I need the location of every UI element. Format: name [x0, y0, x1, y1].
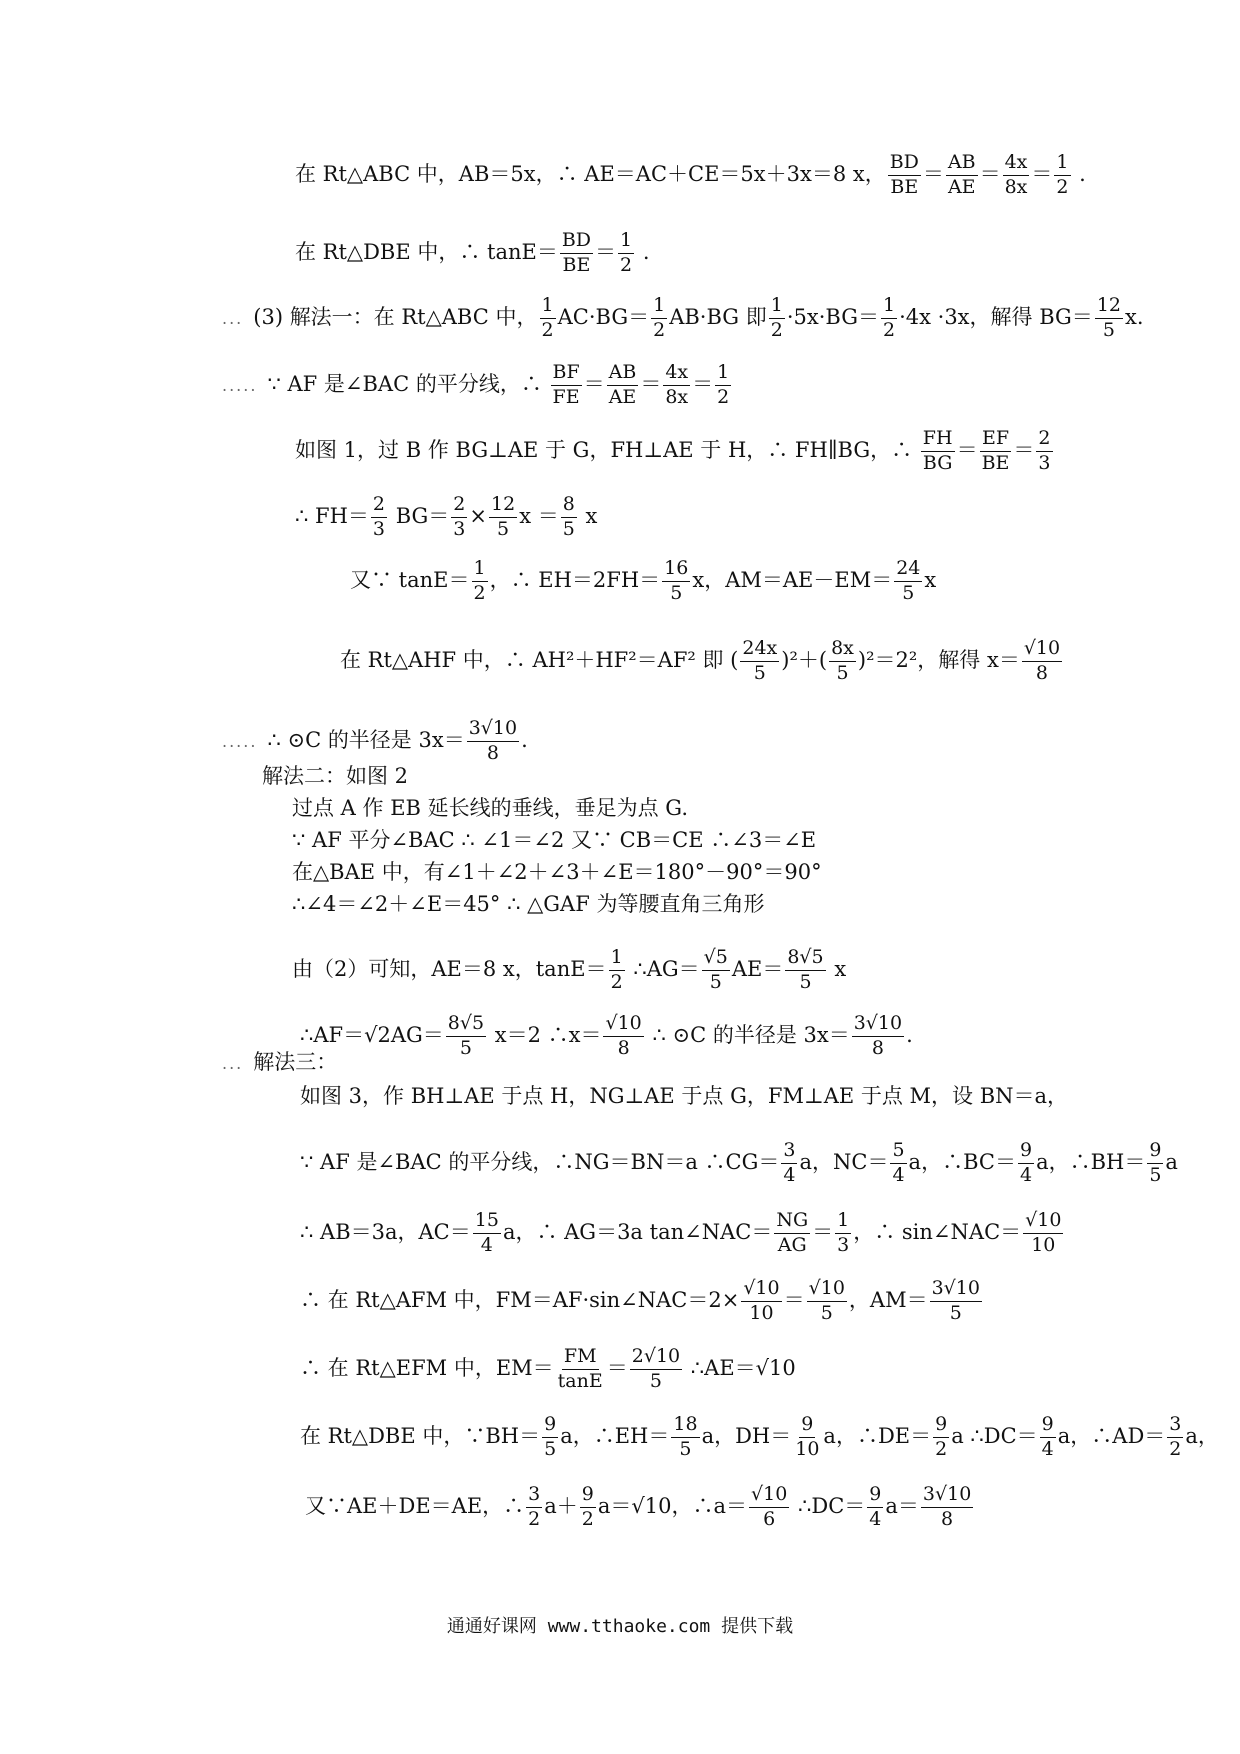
fraction: [542, 1414, 558, 1461]
fraction-numerator: BD: [560, 230, 593, 254]
text-run: a ∴DC＝: [951, 1423, 1038, 1448]
fraction: [888, 152, 921, 199]
text-run: AC·BG＝: [557, 304, 650, 329]
fraction-denominator: 3: [453, 517, 466, 540]
fraction-denominator: 5: [753, 661, 766, 684]
solution-line: [222, 295, 1144, 342]
fraction-denominator: BE: [981, 451, 1010, 474]
fraction: [371, 494, 387, 541]
text-run: ∵ AF 是∠BAC 的平分线，∴: [267, 371, 549, 396]
text-run: ∴AG＝: [626, 956, 700, 981]
text-run: ∴ FH＝: [295, 503, 369, 528]
text-run: a，NC＝: [799, 1149, 889, 1174]
fraction-denominator: 3: [372, 517, 386, 540]
fraction-numerator: 1: [651, 295, 667, 319]
text-run: ＝: [595, 239, 617, 264]
text-run: x: [924, 567, 937, 592]
text-run: x＝2 ∴x＝: [488, 1022, 602, 1047]
text-run: ∵ AF 平分∠BAC ∴ ∠1＝∠2 又∵ CB＝CE ∴∠3＝∠E: [292, 828, 817, 852]
fraction-numerator: √10: [1023, 1210, 1063, 1234]
fraction-numerator: BF: [551, 362, 582, 386]
fraction-denominator: 5: [679, 1437, 692, 1460]
fraction-numerator: 8: [561, 494, 577, 518]
fraction: [807, 1278, 847, 1325]
fraction: [630, 1346, 682, 1393]
fraction-denominator: 5: [497, 517, 510, 540]
fraction-numerator: 12: [1095, 295, 1123, 319]
fraction-numerator: 5: [890, 1140, 906, 1164]
text-run: x，AM＝AE－EM＝: [692, 567, 893, 592]
fraction: [1022, 638, 1062, 685]
fraction: [540, 295, 556, 342]
fraction: [890, 1140, 906, 1187]
fraction-denominator: 6: [763, 1507, 776, 1530]
fraction: [921, 428, 955, 475]
fraction-denominator: 2: [581, 1507, 594, 1530]
fraction-denominator: 4: [1019, 1163, 1033, 1186]
fraction: [867, 1484, 883, 1531]
text-run: 如图 3，作 BH⊥AE 于点 H，NG⊥AE 于点 G，FM⊥AE 于点 M，设 BN＝a，: [300, 1084, 1069, 1108]
text-run: ＝: [1031, 161, 1053, 186]
text-run: x.: [1125, 304, 1144, 329]
text-run: 在 Rt△ABC 中，AB＝5x，∴ AE＝AC＋CE＝5x＋3x＝8 x，: [295, 161, 886, 186]
fraction: [921, 1484, 973, 1531]
fraction-denominator: 8: [617, 1036, 630, 1059]
fraction: [451, 494, 467, 541]
fraction-denominator: 5: [670, 581, 683, 604]
fraction-denominator: 2: [770, 318, 783, 341]
fraction-numerator: 3√10: [921, 1484, 973, 1508]
fraction: [980, 428, 1012, 475]
fraction: [781, 1140, 797, 1187]
fraction: [551, 362, 582, 409]
fraction: [651, 295, 667, 342]
solution-line: [222, 718, 528, 765]
text-run: ∴ ⊙C 的半径是 3x＝: [645, 1022, 850, 1047]
fraction: [609, 947, 625, 994]
solution-line: [305, 1484, 975, 1531]
fraction: [1036, 428, 1052, 475]
solution-line: [300, 1414, 1219, 1461]
fraction-denominator: 5: [1149, 1163, 1162, 1186]
fraction-denominator: 2: [883, 318, 896, 341]
solution-line: [292, 947, 846, 994]
fraction: [560, 230, 593, 277]
fraction: [1003, 152, 1030, 199]
solution-line: [292, 862, 822, 883]
fraction: [835, 1210, 851, 1257]
fraction: [852, 1013, 904, 1060]
fraction-numerator: 9: [799, 1414, 815, 1438]
text-run: ＝: [606, 1355, 628, 1380]
fraction: [793, 1414, 821, 1461]
fraction-numerator: 3: [526, 1484, 542, 1508]
text-run: 在 Rt△DBE 中，∴ tanE＝: [295, 239, 558, 264]
fraction: [769, 295, 785, 342]
fraction: [933, 1414, 949, 1461]
fraction-numerator: 2: [451, 494, 467, 518]
fraction: [489, 494, 517, 541]
fraction-denominator: 4: [1041, 1437, 1054, 1460]
fraction-denominator: 2: [541, 318, 554, 341]
fraction: [749, 1484, 789, 1531]
solution-line: [292, 894, 764, 915]
fraction: [473, 1210, 501, 1257]
fraction-numerator: 1: [835, 1210, 851, 1234]
text-run: ＝: [956, 437, 978, 462]
fraction-denominator: 8: [1035, 661, 1049, 684]
fraction-numerator: 1: [769, 295, 785, 319]
solution-line: [295, 428, 1055, 475]
text-run: 过点 A 作 EB 延长线的垂线，垂足为点 G.: [292, 796, 689, 820]
fraction: [556, 1346, 605, 1393]
text-run: ∵ AF 是∠BAC 的平分线，∴NG＝BN＝a ∴CG＝: [300, 1149, 780, 1174]
fraction-numerator: 8√5: [446, 1013, 486, 1037]
text-run: 在△BAE 中，有∠1＋∠2＋∠3＋∠E＝180°－90°＝90°: [292, 860, 822, 884]
text-run: 在 Rt△AHF 中，∴ AH²＋HF²＝AF² 即 (: [340, 647, 739, 672]
fraction-denominator: 2: [1056, 175, 1069, 198]
fraction-numerator: 9: [580, 1484, 596, 1508]
text-run: ＝: [922, 161, 944, 186]
solution-line: [300, 1278, 984, 1325]
solution-line: [295, 230, 650, 277]
fraction: [1147, 1140, 1163, 1187]
fraction-denominator: 3: [837, 1233, 850, 1256]
fraction-denominator: 10: [795, 1437, 820, 1460]
leader-dots: .....: [222, 731, 258, 751]
text-run: ，∴ sin∠NAC＝: [853, 1219, 1022, 1244]
fraction: [603, 1013, 643, 1060]
text-run: ×: [469, 503, 487, 528]
fraction-numerator: 3: [781, 1140, 797, 1164]
fraction-numerator: 1: [540, 295, 556, 319]
text-run: (3) 解法一：在 Rt△ABC 中，: [253, 304, 538, 329]
fraction-numerator: 2√10: [630, 1346, 682, 1370]
fraction-numerator: 9: [933, 1414, 949, 1438]
fraction-denominator: 2: [528, 1507, 541, 1530]
fraction-denominator: 5: [1102, 318, 1115, 341]
text-run: x ＝: [519, 503, 559, 528]
fraction-denominator: 10: [1031, 1233, 1056, 1256]
fraction: [1023, 1210, 1063, 1257]
solution-line: [262, 766, 408, 787]
text-run: x: [827, 956, 847, 981]
fraction-denominator: 5: [544, 1437, 557, 1460]
text-run: BG＝: [389, 503, 450, 528]
fraction-numerator: 12: [489, 494, 517, 518]
text-run: a，∴ AG＝3a tan∠NAC＝: [502, 1219, 773, 1244]
fraction: [1054, 152, 1070, 199]
fraction-denominator: 5: [902, 581, 915, 604]
text-run: ·5x·BG＝: [786, 304, 879, 329]
fraction-denominator: 8: [941, 1507, 954, 1530]
fraction-denominator: 2: [473, 581, 486, 604]
text-run: ，AM＝: [848, 1287, 928, 1312]
fraction-denominator: 5: [799, 970, 812, 993]
fraction-denominator: 5: [709, 970, 722, 993]
fraction-numerator: AB: [607, 362, 639, 386]
fraction-numerator: √10: [749, 1484, 789, 1508]
text-run: ＝: [979, 161, 1001, 186]
fraction-denominator: 4: [869, 1507, 882, 1530]
text-run: a，∴BC＝: [908, 1149, 1016, 1174]
fraction-denominator: 8: [486, 741, 499, 764]
footer-watermark: 通通好课网 www.tthaoke.com 提供下载: [446, 1616, 794, 1637]
fraction-numerator: √5: [702, 947, 730, 971]
fraction-denominator: 2: [1169, 1437, 1182, 1460]
fraction-denominator: BE: [890, 175, 919, 198]
fraction-numerator: 4x: [663, 362, 690, 386]
fraction: [1095, 295, 1123, 342]
fraction: [894, 558, 922, 605]
leader-dots: ...: [222, 1054, 244, 1073]
fraction-numerator: 3√10: [852, 1013, 904, 1037]
leader-dots: .....: [222, 375, 258, 395]
text-run: ＝: [783, 1287, 805, 1312]
fraction-numerator: 1: [715, 362, 731, 386]
text-run: ＝: [692, 371, 714, 396]
fraction: [446, 1013, 486, 1060]
fraction-numerator: 15: [473, 1210, 501, 1234]
fraction-numerator: EF: [980, 428, 1011, 452]
fraction-denominator: 5: [562, 517, 575, 540]
fraction: [881, 295, 897, 342]
fraction-denominator: BE: [562, 253, 591, 276]
fraction-denominator: 5: [459, 1036, 472, 1059]
text-run: a，∴BH＝: [1036, 1149, 1146, 1174]
text-run: a＝√10，∴a＝: [597, 1493, 748, 1518]
fraction-numerator: 8√5: [785, 947, 825, 971]
fraction: [671, 1414, 699, 1461]
fraction-denominator: 2: [620, 253, 633, 276]
fraction: [618, 230, 634, 277]
text-run: a，DH＝: [701, 1423, 792, 1448]
fraction: [829, 638, 856, 685]
fraction-numerator: 9: [1018, 1140, 1034, 1164]
fraction-numerator: BD: [888, 152, 921, 176]
fraction-numerator: 3√10: [930, 1278, 982, 1302]
fraction-numerator: FM: [562, 1346, 599, 1370]
fraction-denominator: 5: [836, 661, 849, 684]
fraction: [930, 1278, 982, 1325]
fraction-numerator: 24x: [740, 638, 779, 662]
text-run: 由（2）可知，AE＝8 x，tanE＝: [292, 956, 607, 981]
fraction-denominator: 2: [610, 970, 623, 993]
fraction-denominator: 8: [871, 1036, 884, 1059]
text-run: a: [1165, 1149, 1178, 1174]
fraction-numerator: 3: [1167, 1414, 1183, 1438]
solution-line: [222, 1052, 337, 1073]
fraction-numerator: 4x: [1003, 152, 1030, 176]
fraction-numerator: √10: [1022, 638, 1062, 662]
solution-line: [295, 494, 597, 541]
fraction-numerator: √10: [807, 1278, 847, 1302]
text-run: a，∴EH＝: [560, 1423, 670, 1448]
fraction: [467, 718, 519, 765]
fraction: [663, 362, 690, 409]
fraction: [1018, 1140, 1034, 1187]
text-run: ∴ 在 Rt△EFM 中，EM＝: [300, 1355, 554, 1380]
text-run: ∴DC＝: [791, 1493, 866, 1518]
fraction-denominator: BG: [922, 451, 953, 474]
solution-line: [300, 1140, 1178, 1187]
text-run: a，: [1185, 1423, 1219, 1448]
text-run: .: [636, 239, 650, 264]
fraction-numerator: 1: [881, 295, 897, 319]
text-run: ∴AE＝√10: [684, 1355, 796, 1380]
text-run: .: [521, 727, 528, 752]
leader-dots: ...: [222, 308, 244, 328]
fraction-denominator: 4: [480, 1233, 493, 1256]
text-run: ，∴ EH＝2FH＝: [489, 567, 661, 592]
fraction: [702, 947, 730, 994]
text-run: 解法三：: [253, 1050, 338, 1074]
fraction-denominator: AE: [608, 385, 637, 408]
fraction-numerator: 9: [542, 1414, 558, 1438]
solution-line: [292, 830, 816, 851]
fraction-numerator: 18: [671, 1414, 699, 1438]
text-run: .: [1072, 161, 1086, 186]
fraction-denominator: tanE: [557, 1369, 603, 1392]
fraction-denominator: 4: [892, 1163, 905, 1186]
text-run: ∴AF＝√2AG＝: [300, 1022, 444, 1047]
text-run: a，∴DE＝: [823, 1423, 932, 1448]
text-run: ∴∠4＝∠2＋∠E＝45° ∴ △GAF 为等腰直角三角形: [292, 892, 765, 916]
text-run: ∴ ⊙C 的半径是 3x＝: [267, 727, 465, 752]
text-run: a，∴AD＝: [1057, 1423, 1166, 1448]
fraction: [1167, 1414, 1183, 1461]
fraction: [472, 558, 488, 605]
fraction-numerator: AB: [946, 152, 978, 176]
fraction-numerator: 9: [867, 1484, 883, 1508]
text-run: ＝: [583, 371, 605, 396]
solution-line: [300, 1086, 1068, 1107]
text-run: AB·BG 即: [669, 304, 767, 329]
fraction-numerator: 9: [1040, 1414, 1056, 1438]
fraction-numerator: 2: [371, 494, 387, 518]
text-run: 又∵AE＋DE＝AE，∴: [305, 1493, 525, 1518]
text-run: a＝: [885, 1493, 919, 1518]
fraction-denominator: 5: [820, 1301, 833, 1324]
fraction-denominator: 8x: [665, 385, 689, 408]
fraction-numerator: 1: [618, 230, 634, 254]
fraction: [526, 1484, 542, 1531]
text-run: ＝: [812, 1219, 834, 1244]
fraction: [607, 362, 639, 409]
text-run: ·4x ·3x，解得 BG＝: [899, 304, 1093, 329]
fraction-numerator: 1: [609, 947, 625, 971]
fraction-numerator: 1: [472, 558, 488, 582]
fraction: [740, 638, 779, 685]
fraction-denominator: 4: [783, 1163, 796, 1186]
fraction: [774, 1210, 810, 1257]
fraction-numerator: √10: [603, 1013, 643, 1037]
text-run: ∴ AB＝3a，AC＝: [300, 1219, 471, 1244]
fraction-numerator: 9: [1147, 1140, 1163, 1164]
fraction-numerator: √10: [741, 1278, 781, 1302]
fraction-numerator: 16: [662, 558, 690, 582]
fraction-numerator: NG: [774, 1210, 810, 1234]
solution-line: [295, 152, 1086, 199]
fraction-denominator: 2: [717, 385, 730, 408]
fraction-denominator: 5: [649, 1369, 662, 1392]
fraction-denominator: 10: [749, 1301, 774, 1324]
text-run: 如图 1，过 B 作 BG⊥AE 于 G，FH⊥AE 于 H，∴ FH∥BG，∴: [295, 437, 919, 462]
fraction-numerator: 8x: [829, 638, 856, 662]
solution-line: [300, 1013, 913, 1060]
solution-line: [300, 1346, 796, 1393]
fraction: [741, 1278, 781, 1325]
solution-line: [340, 638, 1064, 685]
text-run: ∴ 在 Rt△AFM 中，FM＝AF·sin∠NAC＝2×: [300, 1287, 740, 1312]
text-run: ＝: [640, 371, 662, 396]
text-run: 又∵ tanE＝: [350, 567, 470, 592]
fraction-denominator: 2: [653, 318, 666, 341]
fraction-denominator: 5: [949, 1301, 962, 1324]
fraction-denominator: 2: [935, 1437, 948, 1460]
fraction: [561, 494, 577, 541]
fraction: [580, 1484, 596, 1531]
solution-line: [300, 1210, 1065, 1257]
text-run: ＝: [1013, 437, 1035, 462]
text-run: a＋: [544, 1493, 578, 1518]
fraction: [1040, 1414, 1056, 1461]
solution-line: [292, 798, 688, 819]
text-run: 解法二：如图 2: [262, 764, 409, 788]
fraction-numerator: FH: [921, 428, 955, 452]
fraction: [715, 362, 731, 409]
fraction: [946, 152, 978, 199]
fraction-denominator: 3: [1038, 451, 1051, 474]
fraction: [785, 947, 825, 994]
fraction-numerator: 1: [1054, 152, 1070, 176]
fraction-numerator: 24: [894, 558, 922, 582]
text-run: .: [906, 1022, 913, 1047]
text-run: x: [578, 503, 598, 528]
solution-line: [222, 362, 733, 409]
fraction: [662, 558, 690, 605]
solution-line: [350, 558, 936, 605]
fraction-numerator: 3√10: [467, 718, 519, 742]
text-run: )²＝2²，解得 x＝: [857, 647, 1020, 672]
fraction-denominator: AE: [947, 175, 976, 198]
text-run: 在 Rt△DBE 中，∵BH＝: [300, 1423, 541, 1448]
text-run: )²＋(: [781, 647, 828, 672]
fraction-denominator: AG: [777, 1233, 807, 1256]
fraction-denominator: 8x: [1004, 175, 1028, 198]
fraction-denominator: FE: [552, 385, 580, 408]
text-run: AE＝: [731, 956, 784, 981]
fraction-numerator: 2: [1036, 428, 1052, 452]
